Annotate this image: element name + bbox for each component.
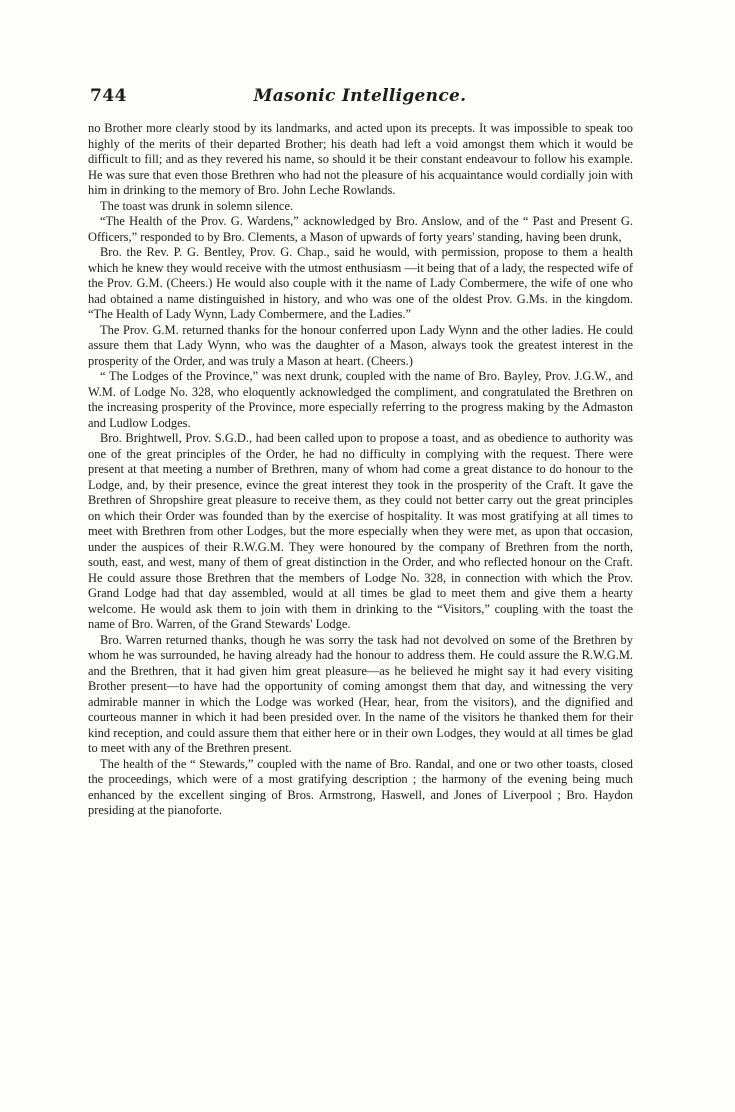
running-head bbox=[90, 86, 630, 110]
paragraph-continued: no Brother more clearly stood by its landmarks, and acted upon its precepts. It was impossible to speak too highly of the merits of their departed Brother; his death had left a void amongst them which it would be difficult to fill; and as they revered his name, so should it be their constant endeavour to follow his example. He was sure that even those Brethren who had not the pleasure of his acquaintance would cordially join with him in drinking to the memory of Bro. John Leche Rowlands. bbox=[88, 121, 633, 197]
article-body bbox=[88, 121, 633, 819]
paragraph: The toast was drunk in solemn silence. bbox=[100, 198, 294, 213]
paragraph: The health of the “ Stewards,” coupled with the name of Bro. Randal, and one or two other toasts, closed the proceedings, which were of a most gratifying description ; the harmony of the evening being much enhanced by the excellent singing of Bros. Armstrong, Haswell, and Jones of Liverpool ; Bro. Haydon presiding at the pianoforte. bbox=[88, 756, 633, 817]
paragraph: “ The Lodges of the Province,” was next drunk, coupled with the name of Bro. Bayley, Prov. J.G.W., and W.M. of Lodge No. 328, who eloquently acknowledged the compliment, and congratulated the Brethren on the increasing prosperity of the Province, more especially referring to the progress making by the Admaston and Ludlow Lodges. bbox=[88, 369, 633, 430]
running-title: Masonic Intelligence. bbox=[253, 86, 467, 106]
page-number: 744 bbox=[90, 86, 127, 106]
paragraph: The Prov. G.M. returned thanks for the honour conferred upon Lady Wynn and the other ladies. He could assure them that Lady Wynn, who was the daughter of a Mason, always took the greatest interest in the prosperity of the Order, and was truly a Mason at heart. (Cheers.) bbox=[88, 322, 633, 368]
paragraph: Bro. Warren returned thanks, though he was sorry the task had not devolved on some of the Brethren by whom he was surrounded, he having already had the honour to address them. He could assure the R.W.G.M. and the Brethren, that it had given him great pleasure—as he believed he might say it had every visiting Brother present—to have had the opportunity of coming amongst them that day, and witnessing the very admirable manner in which the Lodge was worked (Hear, hear, from the visitors), and the dignified and courteous manner in which it had been presided over. In the name of the visitors he thanked them for their kind reception, and could assure them that either here or in their own Lodges, they would at all times be glad to meet with any of the Brethren present. bbox=[88, 632, 633, 755]
paragraph: Bro. Brightwell, Prov. S.G.D., had been called upon to propose a toast, and as obedience to authority was one of the great principles of the Order, he had no difficulty in complying with the request. There were present at that meeting a number of Brethren, many of whom had come a great distance to do honour to the Lodge, and, by their presence, evince the great interest they took in the prosperity of the Craft. It gave the Brethren of Shropshire great pleasure to receive them, as they could not better carry out the great principles on which their Order was founded than by the exercise of hospitality. It was most gratifying at all times to meet with Brethren from other Lodges, but the more especially when they were met, as upon that occasion, under the auspices of their R.W.G.M. They were honoured by the company of Brethren from the north, south, east, and west, many of them of great distinction in the Order, and who reflected honour on the Craft. He could assure those Brethren that the members of Lodge No. 328, in connection with which the Prov. Grand Lodge had that day assembled, would at all times be glad to meet them and give them a hearty welcome. He would ask them to join with them in drinking to the “Visitors,” coupling with the toast the name of Bro. Warren, of the Grand Stewards' Lodge. bbox=[88, 431, 633, 631]
paragraph: “The Health of the Prov. G. Wardens,” acknowledged by Bro. Anslow, and of the “ Past and Present G. Officers,” responded to by Bro. Clements, a Mason of upwards of forty years' standing, having been drunk, bbox=[88, 214, 633, 244]
paragraph: Bro. the Rev. P. G. Bentley, Prov. G. Chap., said he would, with permission, propose to them a health which he knew they would receive with the utmost enthusiasm —it being that of a lady, the respected wife of the Prov. G.M. (Cheers.) He would also couple with it the name of Lady Combermere, the wife of one who had obtained a name distinguished in history, and who was one of the oldest Prov. G.Ms. in the kingdom. “The Health of Lady Wynn, Lady Combermere, and the Ladies.” bbox=[88, 245, 633, 321]
